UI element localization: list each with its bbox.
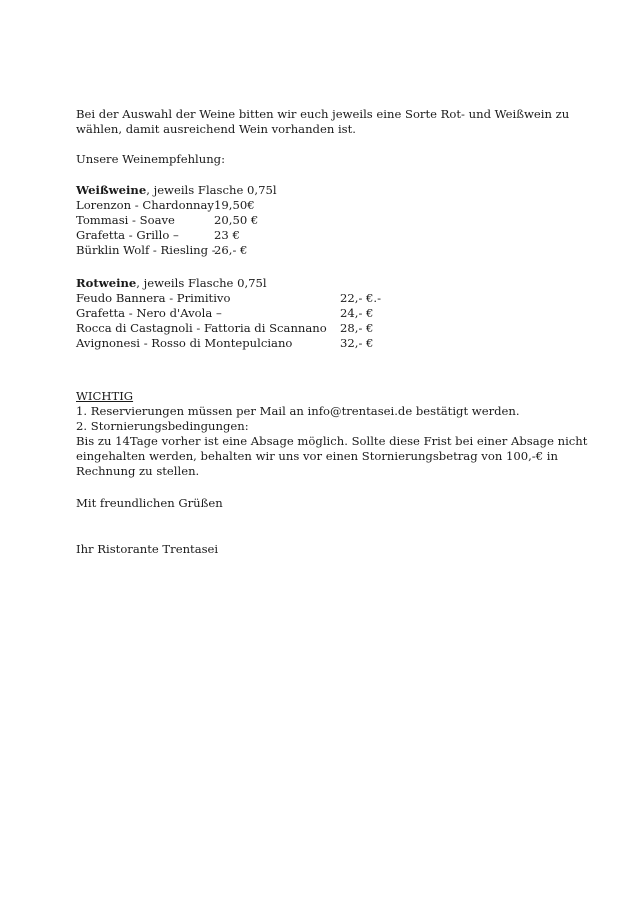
signature-text: Ihr Ristorante Trentasei — [76, 542, 219, 556]
important-section — [76, 389, 587, 479]
wine-name: Tommasi - Soave — [76, 213, 175, 227]
closing-text: Mit freundlichen Grüßen — [76, 496, 223, 510]
wine-name: Lorenzon - Chardonnay — [76, 198, 214, 212]
intro-paragraph — [76, 107, 569, 137]
red-wine-row — [76, 321, 381, 336]
red-wine-subtitle: , jeweils Flasche 0,75l — [136, 276, 267, 290]
white-wine-row — [76, 228, 277, 243]
recommendation-heading — [76, 152, 225, 167]
white-wine-heading — [76, 183, 277, 198]
wine-name: Grafetta - Nero d'Avola – — [76, 306, 222, 320]
red-wine-row — [76, 306, 381, 321]
wine-price: 28,- € — [340, 321, 374, 335]
wine-price: 32,- € — [340, 336, 374, 350]
wine-name: Grafetta - Grillo – — [76, 228, 179, 242]
cancellation-line-1: Bis zu 14Tage vorher ist eine Absage möglich. Sollte diese Frist bei einer Absage nicht — [76, 434, 588, 448]
important-point-1: 1. Reservierungen müssen per Mail an info@trentasei.de bestätigt werden. — [76, 404, 520, 418]
signature — [76, 542, 218, 557]
wine-price: 26,- € — [214, 243, 248, 257]
wine-price: 22,- €.- — [340, 291, 382, 305]
important-point-2: 2. Stornierungsbedingungen: — [76, 419, 249, 433]
red-wine-section — [76, 276, 381, 351]
white-wine-title: Weißweine — [76, 183, 147, 197]
wine-price: 23 € — [214, 228, 240, 242]
recommendation-heading-text: Unsere Weinempfehlung: — [76, 152, 226, 166]
intro-line-2: wählen, damit ausreichend Wein vorhanden ist. — [76, 122, 356, 136]
intro-line-1: Bei der Auswahl der Weine bitten wir euch jeweils eine Sorte Rot- und Weißwein zu — [76, 107, 570, 121]
wine-price: 24,- € — [340, 306, 374, 320]
wine-name: Bürklin Wolf - Riesling - — [76, 243, 216, 257]
cancellation-line-2: eingehalten werden, behalten wir uns vor einen Stornierungsbetrag von 100,-€ in — [76, 449, 558, 463]
white-wine-row — [76, 198, 277, 213]
wine-name: Feudo Bannera - Primitivo — [76, 291, 231, 305]
red-wine-heading — [76, 276, 381, 291]
white-wine-subtitle: , jeweils Flasche 0,75l — [146, 183, 277, 197]
cancellation-line-3: Rechnung zu stellen. — [76, 464, 200, 478]
wine-name: Rocca di Castagnoli - Fattoria di Scannano — [76, 321, 327, 335]
red-wine-row — [76, 336, 381, 351]
red-wine-title: Rotweine — [76, 276, 137, 290]
wine-price: 19,50€ — [214, 198, 255, 212]
important-heading: WICHTIG — [76, 389, 134, 403]
white-wine-section — [76, 183, 277, 258]
wine-name: Avignonesi - Rosso di Montepulciano — [76, 336, 293, 350]
white-wine-row — [76, 243, 277, 258]
wine-price: 20,50 € — [214, 213, 259, 227]
closing-greeting — [76, 496, 223, 511]
red-wine-row — [76, 291, 381, 306]
white-wine-row — [76, 213, 277, 228]
